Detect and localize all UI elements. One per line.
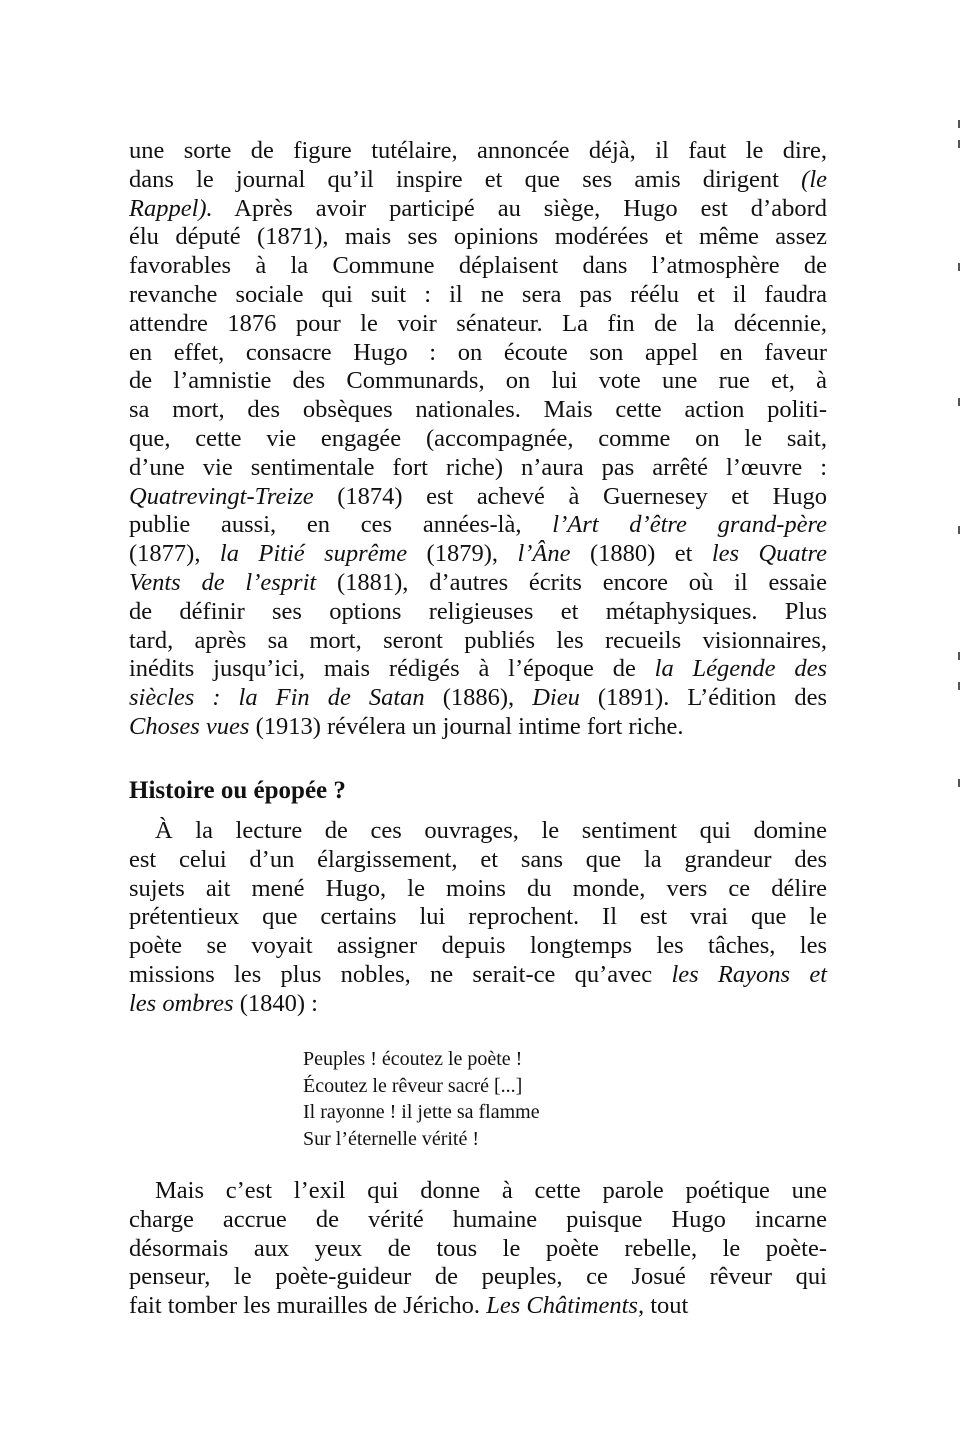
text-run: de définir ses options religieuses et métaphysiques. Plus bbox=[129, 597, 827, 625]
italic-title: la Légende des bbox=[654, 655, 827, 683]
verse-line: Écoutez le rêveur sacré [...] bbox=[303, 1074, 523, 1097]
text-run: Après avoir participé au siège, Hugo est d’abord bbox=[212, 194, 827, 222]
text-run: (1879), bbox=[407, 540, 518, 568]
text-run: élu député (1871), mais ses opinions modérées et même assez bbox=[129, 223, 827, 251]
text-run: prétentieux que certains lui reprochent. Il est vrai que le bbox=[129, 903, 827, 931]
text-line bbox=[129, 310, 827, 339]
text-run: de l’amnistie des Communards, on lui vote une rue et, à bbox=[129, 367, 827, 395]
text-line bbox=[129, 903, 827, 932]
italic-title: la Pitié suprême bbox=[219, 540, 408, 568]
text-line bbox=[129, 1177, 827, 1206]
text-line bbox=[129, 425, 827, 454]
text-run: attendre 1876 pour le voir sénateur. La fin de la décennie, bbox=[129, 309, 827, 337]
text-line bbox=[129, 990, 827, 1019]
text-run: sa mort, des obsèques nationales. Mais cette action politi- bbox=[129, 396, 827, 424]
italic-title: l’Art d’être grand-père bbox=[552, 511, 827, 539]
margin-mark bbox=[958, 526, 960, 534]
text-line bbox=[129, 684, 827, 713]
text-line bbox=[129, 713, 827, 742]
text-line bbox=[129, 1206, 827, 1235]
text-line bbox=[129, 483, 827, 512]
text-line bbox=[129, 598, 827, 627]
text-run: en effet, consacre Hugo : on écoute son appel en faveur bbox=[129, 338, 827, 366]
text-line bbox=[129, 166, 827, 195]
margin-mark bbox=[958, 682, 960, 690]
text-line bbox=[129, 1292, 827, 1321]
paragraph-1 bbox=[129, 137, 827, 742]
italic-title: (le bbox=[801, 165, 827, 193]
text-line bbox=[129, 1235, 827, 1264]
text-line bbox=[129, 195, 827, 224]
text-run: tard, après sa mort, seront publiés les recueils visionnaires, bbox=[129, 626, 827, 654]
italic-title: Les Châtiments, bbox=[486, 1292, 645, 1320]
text-run: penseur, le poète-guideur de peuples, ce Josué rêveur qui bbox=[129, 1263, 827, 1291]
text-run: (1913) révélera un journal intime fort riche. bbox=[249, 712, 684, 740]
text-run: charge accrue de vérité humaine puisque Hugo incarne bbox=[129, 1205, 827, 1233]
text-run: Mais c’est l’exil qui donne à cette parole poétique une bbox=[155, 1177, 827, 1204]
text-line bbox=[129, 396, 827, 425]
text-line bbox=[129, 367, 827, 396]
text-run: favorables à la Commune déplaisent dans l’atmosphère de bbox=[129, 252, 827, 280]
margin-mark bbox=[958, 140, 960, 148]
text-line bbox=[129, 846, 827, 875]
text-run: (1840) : bbox=[233, 989, 318, 1017]
italic-title: Quatrevingt-Treize bbox=[129, 482, 314, 510]
italic-title: les Rayons et bbox=[671, 960, 827, 988]
verse-quotation bbox=[303, 1046, 540, 1152]
text-line bbox=[129, 875, 827, 904]
text-line bbox=[129, 281, 827, 310]
paragraph-3 bbox=[129, 1177, 827, 1321]
text-run: poète se voyait assigner depuis longtemps les tâches, les bbox=[129, 932, 827, 960]
text-line bbox=[129, 627, 827, 656]
text-run: revanche sociale qui suit : il ne sera pas réélu et il faudra bbox=[129, 280, 827, 308]
text-run: (1874) est achevé à Guernesey et Hugo bbox=[313, 482, 827, 510]
text-line bbox=[129, 223, 827, 252]
text-run: d’une vie sentimentale fort riche) n’aura pas arrêté l’œuvre : bbox=[129, 453, 827, 481]
text-line bbox=[129, 569, 827, 598]
text-run: (1891). L’édition des bbox=[579, 684, 827, 712]
italic-title: Rappel). bbox=[129, 194, 213, 222]
text-line bbox=[129, 1263, 827, 1292]
text-run: inédits jusqu’ici, mais rédigés à l’époque de bbox=[129, 655, 655, 683]
text-run: (1886), bbox=[424, 684, 533, 712]
italic-title: les Quatre bbox=[711, 540, 827, 568]
italic-title: siècles : la Fin de Satan bbox=[129, 684, 425, 712]
text-run: désormais aux yeux de tous le poète rebelle, le poète- bbox=[129, 1234, 827, 1262]
italic-title: Vents de l’esprit bbox=[129, 568, 317, 596]
text-run: est celui d’un élargissement, et sans que la grandeur des bbox=[129, 845, 827, 873]
section-heading: Histoire ou épopée ? bbox=[129, 777, 346, 804]
text-run: missions les plus nobles, ne serait-ce qu’avec bbox=[129, 960, 672, 988]
paragraph-2 bbox=[129, 817, 827, 1019]
verse-line: Il rayonne ! il jette sa flamme bbox=[303, 1101, 540, 1123]
margin-mark bbox=[958, 652, 960, 660]
text-line bbox=[129, 817, 827, 846]
text-line bbox=[129, 932, 827, 961]
text-line bbox=[129, 454, 827, 483]
text-line bbox=[129, 540, 827, 569]
text-run: que, cette vie engagée (accompagnée, comme on le sait, bbox=[129, 424, 827, 452]
margin-mark bbox=[958, 120, 960, 128]
text-line bbox=[129, 339, 827, 368]
text-run: (1880) et bbox=[570, 540, 712, 568]
verse-line: Sur l’éternelle vérité ! bbox=[303, 1127, 480, 1150]
text-line bbox=[129, 961, 827, 990]
text-run: une sorte de figure tutélaire, annoncée déjà, il faut le dire, bbox=[129, 137, 827, 164]
text-run: (1881), d’autres écrits encore où il essaie bbox=[316, 568, 827, 596]
margin-mark bbox=[958, 398, 960, 406]
text-run: fait tomber les murailles de Jéricho. bbox=[129, 1292, 487, 1320]
text-line bbox=[129, 511, 827, 540]
italic-title: l’Âne bbox=[517, 540, 571, 568]
text-run: (1877), bbox=[129, 540, 220, 568]
verse-line: Peuples ! écoutez le poète ! bbox=[303, 1048, 523, 1070]
text-run: dans le journal qu’il inspire et que ses amis dirigent bbox=[129, 165, 802, 193]
text-line bbox=[129, 137, 827, 166]
text-line bbox=[129, 252, 827, 281]
margin-mark bbox=[958, 263, 960, 271]
margin-mark bbox=[958, 779, 960, 787]
text-run: publie aussi, en ces années-là, bbox=[129, 511, 553, 539]
italic-title: Dieu bbox=[532, 684, 580, 712]
italic-title: Choses vues bbox=[129, 712, 250, 740]
text-run: À la lecture de ces ouvrages, le sentiment qui domine bbox=[155, 817, 827, 844]
italic-title: les ombres bbox=[129, 989, 234, 1017]
text-run: sujets ait mené Hugo, le moins du monde, vers ce délire bbox=[129, 874, 827, 902]
text-line bbox=[129, 655, 827, 684]
text-run: tout bbox=[644, 1292, 689, 1320]
